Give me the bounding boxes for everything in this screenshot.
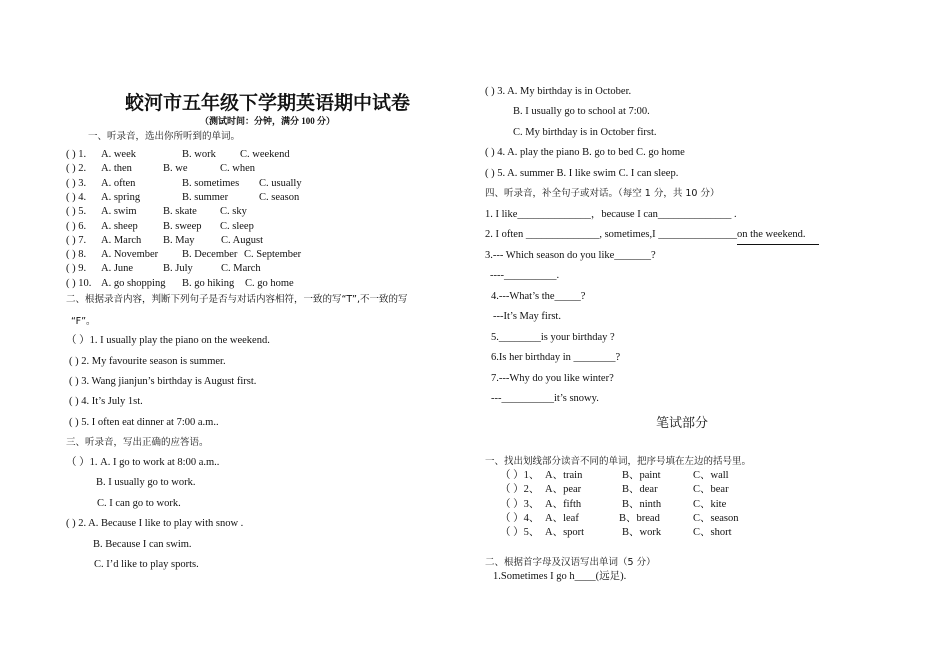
part1-option-b: B. May: [163, 234, 195, 246]
part1-option-b: B. December: [182, 249, 238, 261]
part2-item: （ ）1. I usually play the piano on the weekend.: [66, 335, 270, 346]
part2-heading-line1: 二、根据录音内容，判断下列句子是否与对话内容相符，一致的写“T”,不一致的写: [66, 294, 408, 305]
part4-line: 1. I like______________，because I can______________ .: [485, 209, 737, 220]
written2-q1: 1.Sometimes I go h____(远足).: [493, 571, 627, 582]
written1-option-c: C、bear: [693, 484, 729, 496]
part1-option-c: C. September: [244, 249, 302, 261]
written1-option-a: A、sport: [545, 527, 585, 539]
written1-option-b: B、dear: [622, 484, 658, 496]
part1-option-b: B. we: [163, 163, 188, 175]
part1-option-b: B. sometimes: [182, 177, 240, 189]
part1-option-b: B. skate: [163, 206, 197, 218]
part4-line: 7.---Why do you like winter?: [491, 373, 614, 384]
written1-option-b: B、work: [622, 527, 662, 539]
part2-item: ( ) 3. Wang jianjun’s birthday is August first.: [69, 376, 257, 387]
exam-subtitle: （测试时间：分钟，满分 100 分）: [199, 116, 335, 126]
written1-item-number: （ ）1、: [500, 470, 540, 481]
part1-option-c: C. weekend: [240, 149, 290, 160]
part1-item-number: ( ) 1.: [66, 149, 87, 160]
part3-q2: ( ) 2. A. Because I like to play with snow .: [66, 518, 244, 529]
part4-line: ---It’s May first.: [493, 311, 561, 322]
written1-option-a: A、train: [545, 470, 583, 481]
part3-q4: ( ) 4. A. play the piano B. go to bed C. go home: [485, 147, 685, 158]
written1-option-c: C、season: [693, 512, 739, 524]
part3-q1-option-c: C. I can go to work.: [97, 498, 181, 509]
part1-option-c: C. when: [220, 163, 255, 175]
written1-item-number: （ ）3、: [500, 498, 540, 510]
part1-item-number: ( ) 10.: [66, 277, 92, 289]
part3-q2-option-c: C. I’d like to play sports.: [94, 559, 199, 570]
part1-option-a: A. often: [101, 177, 136, 189]
part1-item-number: ( ) 9.: [66, 263, 87, 275]
part1-item-number: ( ) 3.: [66, 177, 87, 189]
part1-option-b: B. go hiking: [182, 277, 235, 289]
part2-item: ( ) 4. It’s July 1st.: [69, 396, 143, 407]
written-section-label: 笔试部分: [656, 416, 709, 431]
part1-option-a: A. sheep: [101, 220, 138, 232]
part1-option-a: A. November: [101, 249, 159, 261]
part1-option-c: C. sky: [220, 206, 247, 218]
written1-item-number: （ ）5、: [500, 527, 540, 539]
part1-option-c: C. season: [259, 191, 300, 203]
written1-option-c: C、wall: [693, 470, 729, 481]
part3-q1-option-b: B. I usually go to work.: [96, 477, 196, 488]
part3-q1: （ ）1. A. I go to work at 8:00 a.m..: [66, 457, 220, 468]
written2-heading: 二、根据首字母及汉语写出单词（5 分）: [485, 557, 656, 568]
part1-item-number: ( ) 6.: [66, 220, 87, 232]
part4-line: ---__________it’s snowy.: [491, 393, 599, 404]
written1-item-number: （ ）2、: [500, 484, 540, 496]
answer-underline: [737, 244, 819, 245]
part4-heading: 四、听录音，补全句子或对话。（每空 1 分，共 10 分）: [485, 188, 720, 199]
part1-heading: 一、听录音，选出你所听到的单词。: [88, 131, 241, 142]
part1-option-c: C. August: [221, 234, 264, 246]
part2-item: ( ) 5. I often eat dinner at 7:00 a.m..: [69, 417, 219, 428]
part1-option-c: C. March: [221, 263, 261, 275]
part1-option-b: B. sweep: [163, 220, 202, 232]
written1-option-a: A、fifth: [545, 498, 582, 510]
written1-item-number: （ ）4、: [500, 512, 540, 524]
written1-option-c: C、short: [693, 527, 732, 539]
part4-line: 6.Is her birthday in ________?: [491, 352, 621, 363]
part1-option-c: C. usually: [259, 177, 302, 189]
part2-item: ( ) 2. My favourite season is summer.: [69, 356, 226, 367]
part3-q2-option-b: B. Because I can swim.: [93, 539, 192, 550]
part1-option-a: A. June: [101, 263, 134, 275]
part3-q5: ( ) 5. A. summer B. I like swim C. I can sleep.: [485, 168, 679, 179]
part1-item-number: ( ) 5.: [66, 206, 87, 218]
part1-option-a: A. spring: [101, 191, 141, 203]
part3-q3: ( ) 3. A. My birthday is in October.: [485, 86, 632, 97]
written1-option-c: C、kite: [693, 498, 727, 510]
part3-q3-option-b: B. I usually go to school at 7:00.: [513, 106, 650, 117]
written1-option-b: B、bread: [619, 512, 660, 524]
part4-line: 4.---What’s the_____?: [491, 291, 586, 302]
part1-item-number: ( ) 8.: [66, 249, 87, 261]
part1-option-b: B. work: [182, 149, 216, 160]
written1-option-b: B、ninth: [622, 498, 662, 510]
part4-line: ----__________.: [490, 270, 560, 281]
part1-item-number: ( ) 7.: [66, 234, 87, 246]
part3-q3-option-c: C. My birthday is in October first.: [513, 127, 657, 138]
part1-option-a: A. then: [101, 163, 132, 175]
part1-option-a: A. March: [101, 234, 142, 246]
part1-option-b: B. summer: [182, 191, 229, 203]
part4-line: 3.--- Which season do you like_______?: [485, 250, 656, 261]
exam-title: 蛟河市五年级下学期英语期中试卷: [124, 92, 410, 114]
written1-heading: 一、找出划线部分读音不同的单词，把序号填在左边的括号里。: [485, 456, 752, 467]
part1-option-c: C. sleep: [220, 220, 254, 232]
written1-option-b: B、paint: [622, 470, 661, 481]
part1-item-number: ( ) 4.: [66, 191, 87, 203]
part3-heading: 三、听录音，写出正确的应答语。: [66, 437, 209, 448]
written1-option-a: A、leaf: [545, 512, 579, 524]
written1-option-a: A、pear: [545, 484, 582, 496]
part1-option-a: A. swim: [101, 206, 137, 218]
part2-heading-line2: “F”。: [71, 316, 96, 327]
part4-line: 5.________is your birthday ?: [491, 332, 615, 343]
part1-option-a: A. week: [101, 149, 136, 160]
part1-option-b: B. July: [163, 263, 193, 275]
part4-line: 2. I often ______________, sometimes,I _______________on the weekend.: [485, 229, 806, 240]
part1-item-number: ( ) 2.: [66, 163, 87, 175]
part1-option-c: C. go home: [245, 277, 294, 289]
part1-option-a: A. go shopping: [101, 277, 166, 289]
